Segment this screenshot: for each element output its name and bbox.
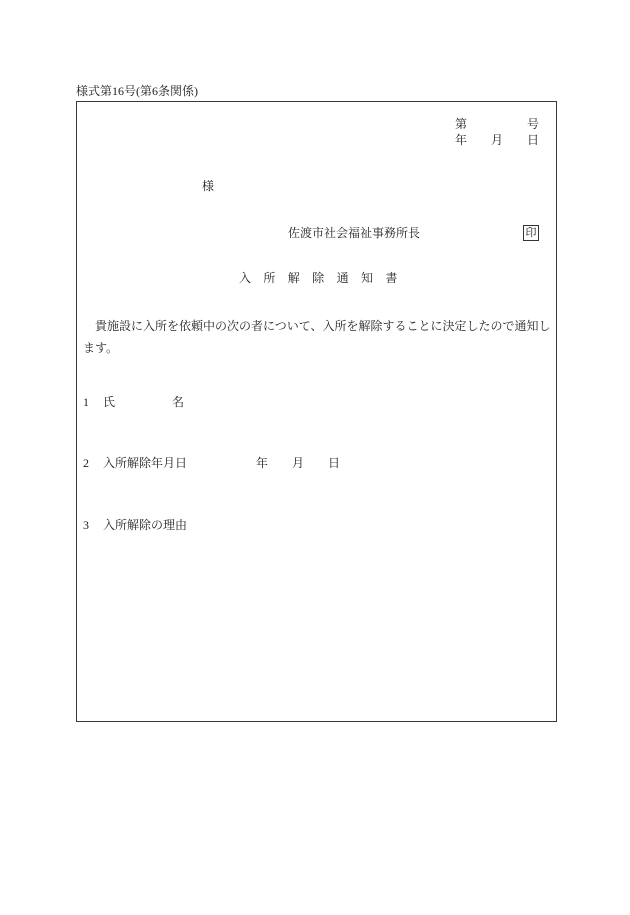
form-number-header: 様式第16号(第6条関係) — [76, 84, 198, 98]
document-frame — [76, 101, 557, 722]
item-3-number: 3 — [83, 518, 89, 532]
item-2-year: 年 — [256, 456, 269, 470]
seal-stamp: 印 — [523, 225, 539, 241]
document-number-prefix: 第 — [455, 117, 468, 131]
addressee-honorific: 様 — [202, 179, 215, 193]
item-1-number: 1 — [83, 395, 89, 409]
item-2-number: 2 — [83, 456, 89, 470]
sender-name: 佐渡市社会福祉事務所長 — [288, 226, 421, 240]
item-2-label: 入所解除年月日 — [103, 456, 188, 470]
item-2-day: 日 — [328, 456, 341, 470]
issue-date-month: 月 — [491, 133, 504, 147]
item-3-label: 入所解除の理由 — [103, 518, 188, 532]
body-paragraph: 貴施設に入所を依頼中の次の者について、入所を解除することに決定したので通知します。 — [83, 319, 551, 355]
item-1-label-last: 名 — [172, 395, 185, 409]
issue-date-year: 年 — [455, 133, 468, 147]
item-1-label-first: 氏 — [103, 395, 116, 409]
item-2-month: 月 — [292, 456, 305, 470]
issue-date-day: 日 — [527, 133, 540, 147]
document-title: 入所解除通知書 — [239, 271, 410, 285]
document-number-suffix: 号 — [527, 117, 540, 131]
